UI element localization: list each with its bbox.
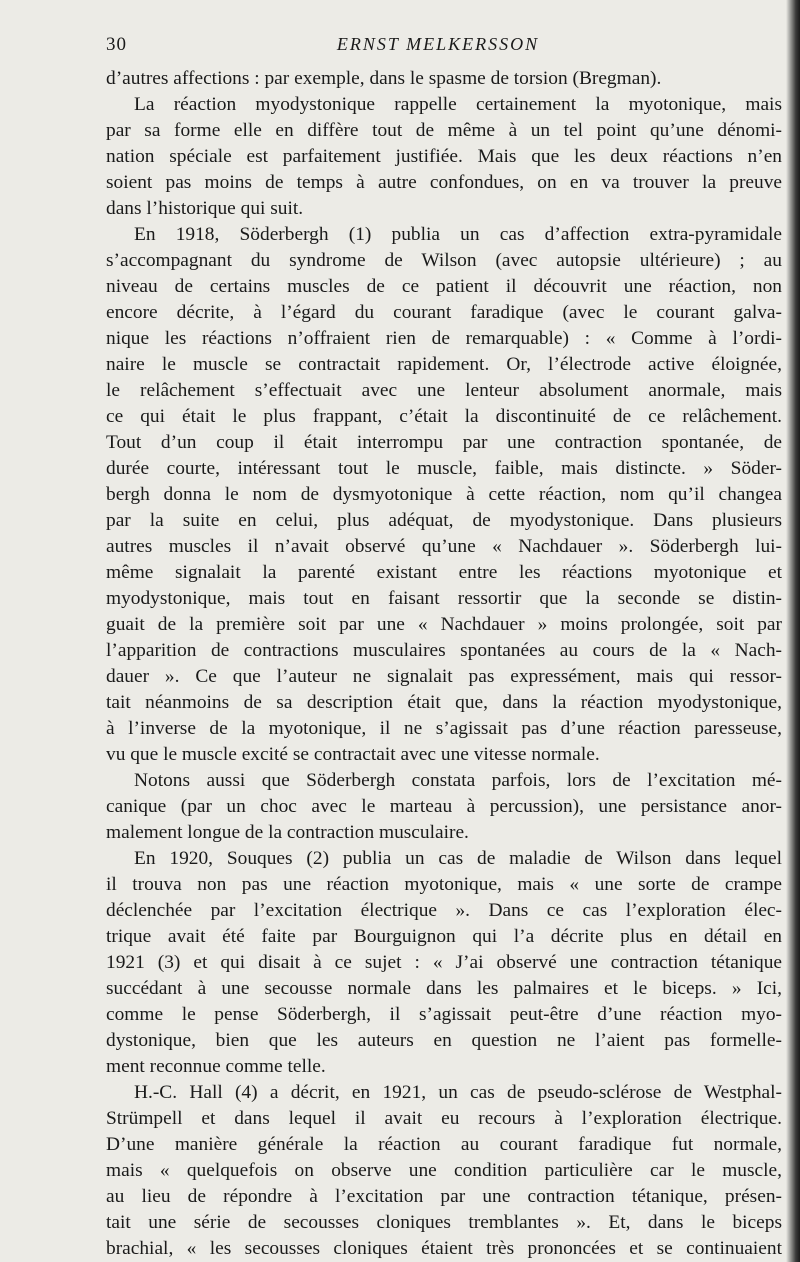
text-line: déclenchée par l’excitation électrique ». Dans ce cas l’exploration élec- bbox=[106, 900, 782, 921]
text-line: il trouva non pas une réaction myotonique, mais « une sorte de crampe bbox=[106, 874, 782, 895]
text-line: myodystonique, mais tout en faisant ressortir que la seconde se distin- bbox=[106, 588, 782, 609]
text-line: succédant à une secousse normale dans les palmaires et le biceps. » Ici, bbox=[106, 978, 782, 999]
text-line: H.-C. Hall (4) a décrit, en 1921, un cas de pseudo-sclérose de Westphal- bbox=[134, 1082, 782, 1103]
text-line: d’autres affections : par exemple, dans le spasme de torsion (Bregman). bbox=[106, 68, 662, 89]
text-line: ce qui était le plus frappant, c’était la discontinuité de ce relâchement. bbox=[106, 406, 782, 427]
text-line: vu que le muscle excité se contractait avec une vitesse normale. bbox=[106, 744, 600, 765]
text-line: tait une série de secousses cloniques tremblantes ». Et, dans le biceps bbox=[106, 1212, 782, 1233]
text-line: niveau de certains muscles de ce patient il découvrit une réaction, non bbox=[106, 276, 782, 297]
text-line: guait de la première soit par une « Nachdauer » moins prolongée, soit par bbox=[106, 614, 782, 635]
text-line: 1921 (3) et qui disait à ce sujet : « J’ai observé une contraction tétanique bbox=[106, 952, 782, 973]
text-line: Strümpell et dans lequel il avait eu recours à l’exploration électrique. bbox=[106, 1108, 782, 1129]
text-line: même signalait la parenté existant entre les réactions myotonique et bbox=[106, 562, 782, 583]
text-line: s’accompagnant du syndrome de Wilson (avec autopsie ultérieure) ; au bbox=[106, 250, 782, 271]
text-line: dystonique, bien que les auteurs en question ne l’aient pas formelle- bbox=[106, 1030, 782, 1051]
page-number: 30 bbox=[106, 34, 127, 55]
text-line: comme le pense Söderbergh, il s’agissait peut-être d’une réaction myo- bbox=[106, 1004, 782, 1025]
text-line: bergh donna le nom de dysmyotonique à cette réaction, nom qu’il changea bbox=[106, 484, 782, 505]
text-line: soient pas moins de temps à autre confondues, on en va trouver la preuve bbox=[106, 172, 782, 193]
text-line: En 1920, Souques (2) publia un cas de maladie de Wilson dans lequel bbox=[134, 848, 782, 869]
text-line: brachial, « les secousses cloniques étaient très prononcées et se continuaient bbox=[106, 1238, 782, 1259]
text-line: malement longue de la contraction musculaire. bbox=[106, 822, 469, 843]
text-line: par la suite en celui, plus adéquat, de myodystonique. Dans plusieurs bbox=[106, 510, 782, 531]
running-head bbox=[106, 34, 770, 58]
text-line: encore décrite, à l’égard du courant faradique (avec le courant galva- bbox=[106, 302, 782, 323]
text-line: tait néanmoins de sa description était que, dans la réaction myodystonique, bbox=[106, 692, 782, 713]
text-line: ment reconnue comme telle. bbox=[106, 1056, 326, 1077]
text-line: dans l’historique qui suit. bbox=[106, 198, 304, 219]
text-line: par sa forme elle en diffère tout de même à un tel point qu’une dénomi- bbox=[106, 120, 782, 141]
body-text bbox=[106, 66, 782, 1262]
text-line: D’une manière générale la réaction au courant faradique fut normale, bbox=[106, 1134, 782, 1155]
text-line: Notons aussi que Söderbergh constata parfois, lors de l’excitation mé- bbox=[134, 770, 782, 791]
running-header-title: ERNST MELKERSSON bbox=[336, 34, 540, 54]
text-line: autres muscles il n’avait observé qu’une « Nachdauer ». Söderbergh lui- bbox=[106, 536, 782, 557]
text-line: mais « quelquefois on observe une condition particulière car le muscle, bbox=[106, 1160, 782, 1181]
text-line: durée courte, intéressant tout le muscle, faible, mais distincte. » Söder- bbox=[106, 458, 782, 479]
text-line: La réaction myodystonique rappelle certainement la myotonique, mais bbox=[134, 94, 782, 115]
text-line: l’apparition de contractions musculaires spontanées au cours de la « Nach- bbox=[106, 640, 782, 661]
text-line: nation spéciale est parfaitement justifiée. Mais que les deux réactions n’en bbox=[106, 146, 782, 167]
text-line: canique (par un choc avec le marteau à percussion), une persistance anor- bbox=[106, 796, 782, 817]
text-line: nique les réactions n’offraient rien de remarquable) : « Comme à l’ordi- bbox=[106, 328, 782, 349]
text-line: Tout d’un coup il était interrompu par une contraction spontanée, de bbox=[106, 432, 782, 453]
text-line: En 1918, Söderbergh (1) publia un cas d’affection extra-pyramidale bbox=[134, 224, 782, 245]
text-line: au lieu de répondre à l’excitation par une contraction tétanique, présen- bbox=[106, 1186, 782, 1207]
page-edge-shadow bbox=[786, 0, 800, 1262]
text-line: à l’inverse de la myotonique, il ne s’agissait pas d’une réaction paresseuse, bbox=[106, 718, 782, 739]
text-line: le relâchement s’effectuait avec une lenteur absolument anormale, mais bbox=[106, 380, 782, 401]
text-line: trique avait été faite par Bourguignon qui l’a décrite plus en détail en bbox=[106, 926, 782, 947]
text-line: dauer ». Ce que l’auteur ne signalait pas expressément, mais qui ressor- bbox=[106, 666, 782, 687]
text-line: naire le muscle se contractait rapidement. Or, l’électrode active éloignée, bbox=[106, 354, 782, 375]
